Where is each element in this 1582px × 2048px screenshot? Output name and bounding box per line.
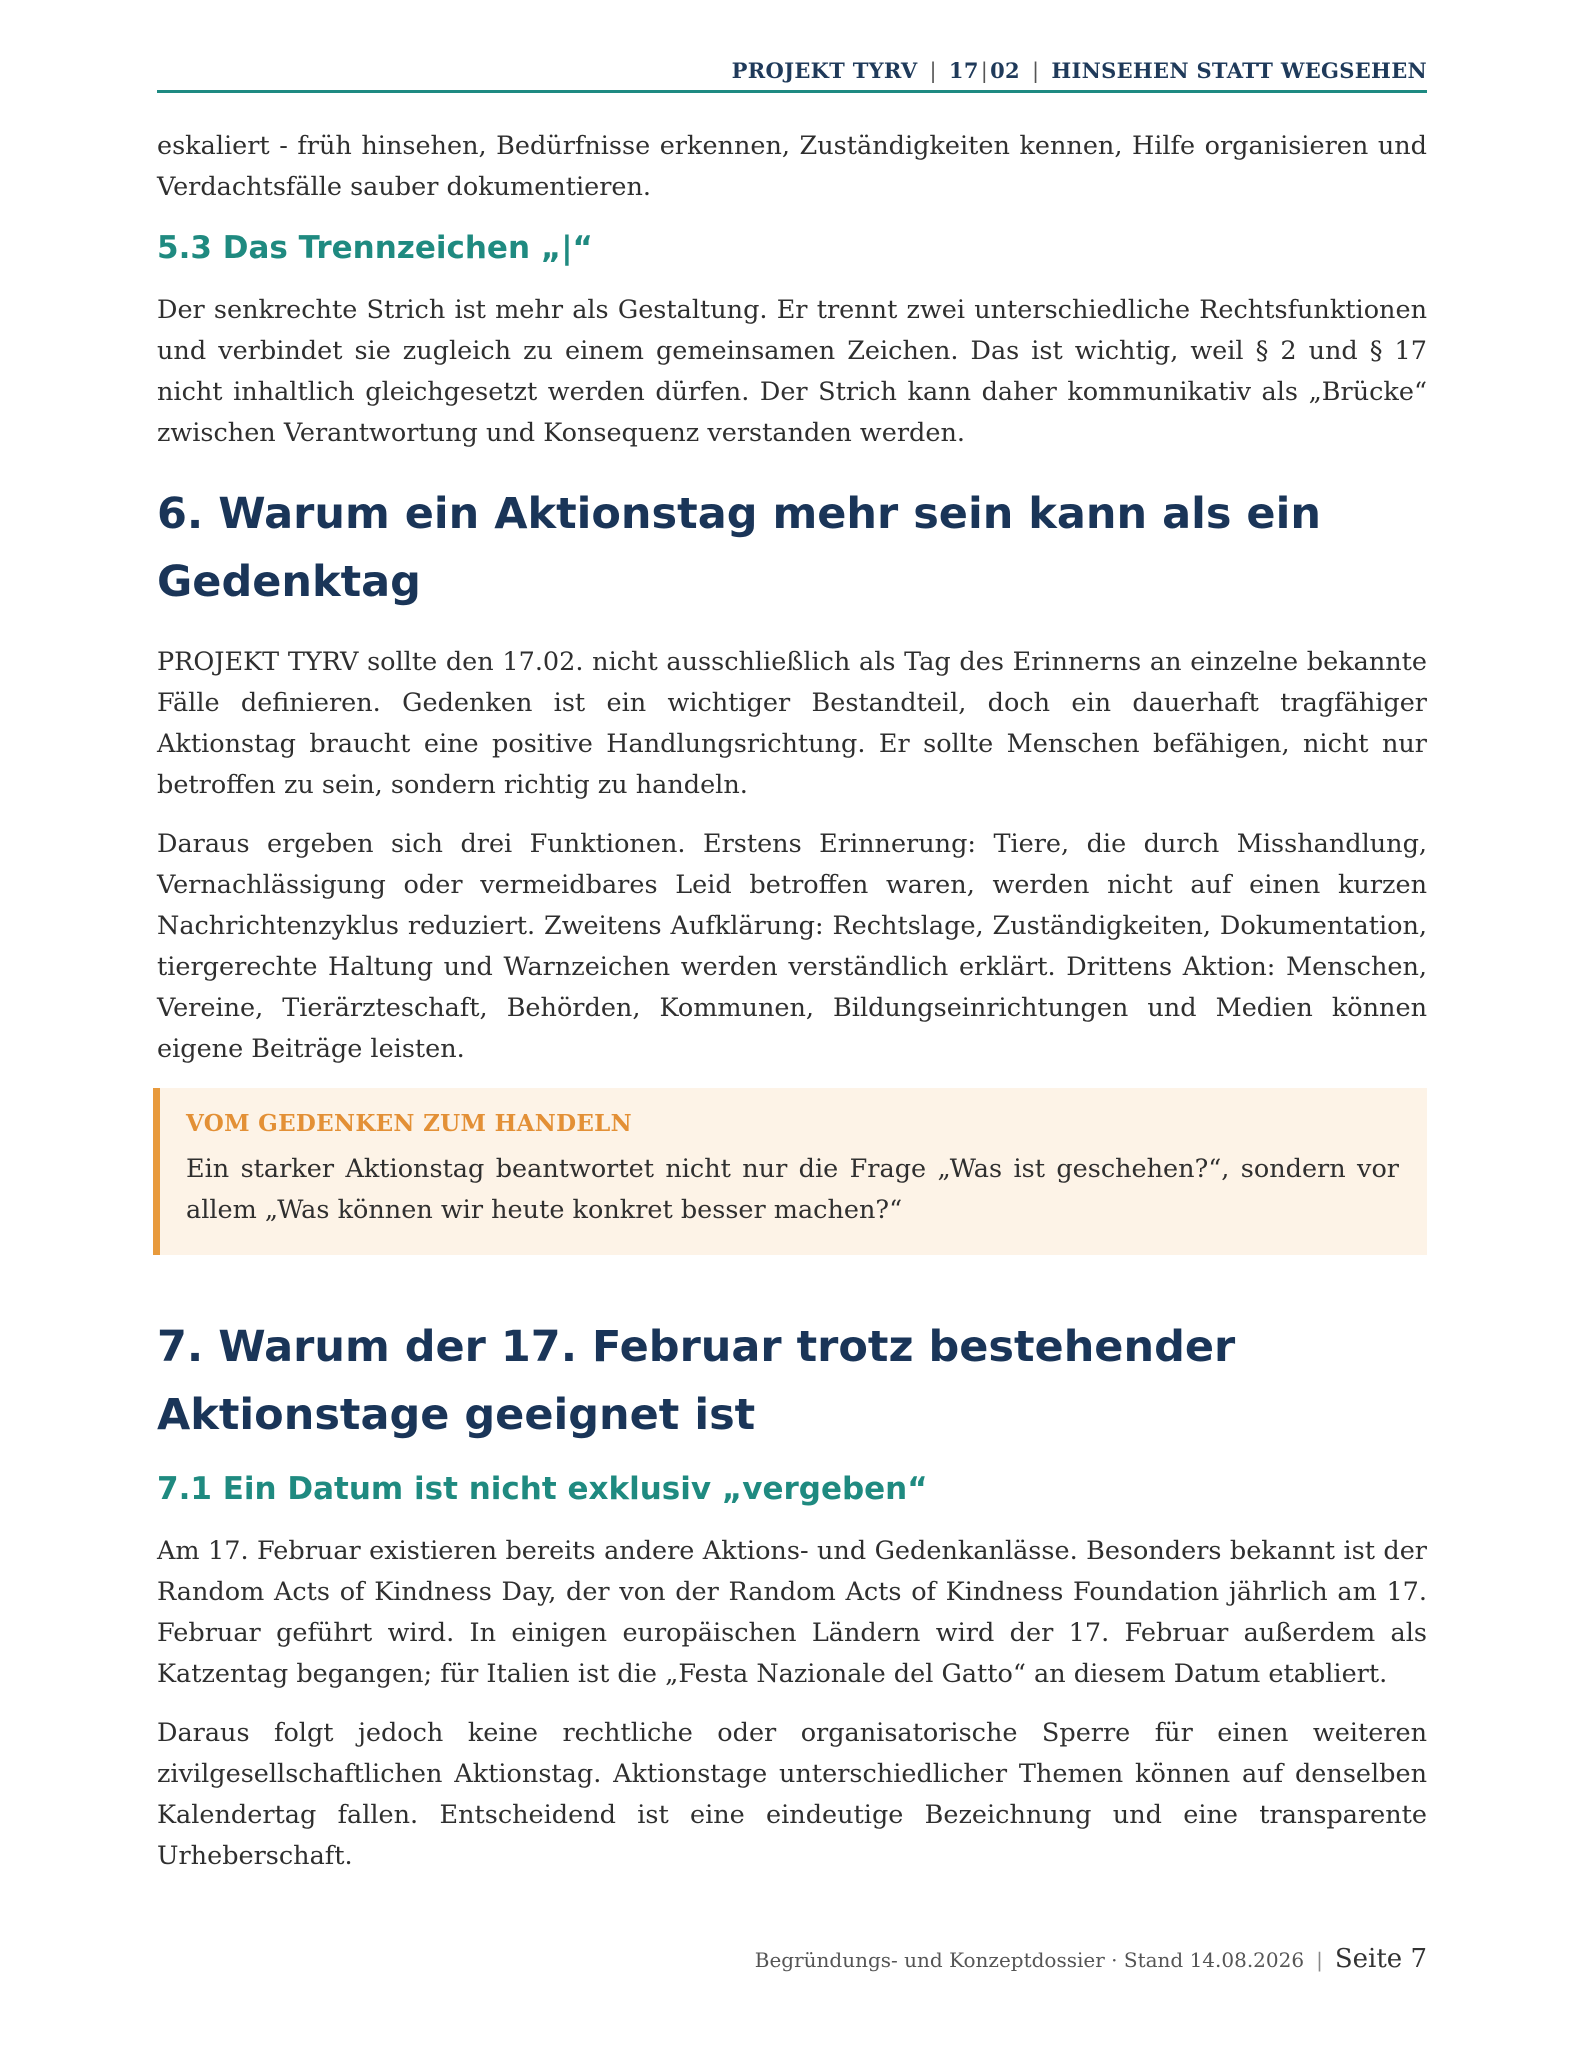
page-content	[157, 126, 1427, 1895]
header-motto: HINSEHEN STATT WEGSEHEN	[1051, 58, 1427, 83]
header-date-month: 02	[990, 58, 1020, 83]
header-rule	[157, 90, 1427, 93]
section-7-1-title: 7.1 Ein Datum ist nicht exklusiv „vergeben“	[157, 1471, 928, 1507]
section-6-title: 6. Warum ein Aktionstag mehr sein kann als ein Gedenktag	[157, 489, 1321, 607]
section-5-3-paragraph: Der senkrechte Strich ist mehr als Gestaltung. Er trennt zwei unterschiedliche Rechtsfunktionen und verbindet sie zugleich zu einem gemeinsamen Zeichen. Das ist wichtig, weil § 2 und § 17 nicht inhaltlich gleichgesetzt werden dürfen. Der Strich kann daher kommunikativ als „Brücke“ zwischen Verantwortung und Konsequenz verstanden werden.	[157, 295, 1427, 448]
running-header	[732, 58, 1427, 83]
section-7-title: 7. Warum der 17. Februar trotz bestehender Aktionstage geeignet ist	[157, 1322, 1236, 1440]
footer-document-label: Begründungs- und Konzeptdossier · Stand 14.08.2026	[754, 1948, 1305, 1972]
header-date-separator: |	[980, 59, 989, 83]
footer-separator: |	[1316, 1948, 1323, 1972]
callout-text: Ein starker Aktionstag beantwortet nicht nur die Frage „Was ist geschehen?“, sondern vor allem „Was können wir heute konkret besser machen?“	[186, 1154, 1399, 1225]
header-separator: |	[1031, 59, 1040, 83]
document-page	[157, 0, 1427, 2048]
section-6-paragraph: PROJEKT TYRV sollte den 17.02. nicht ausschließlich als Tag des Erinnerns an einzelne bekannte Fälle definieren. Gedenken ist ein wichtiger Bestandteil, doch ein dauerhaft tragfähiger Aktionstag braucht eine positive Handlungsrichtung. Er sollte Menschen befähigen, nicht nur betroffen zu sein, sondern richtig zu handeln.	[157, 647, 1427, 800]
intro-paragraph: eskaliert - früh hinsehen, Bedürfnisse erkennen, Zuständigkeiten kennen, Hilfe organisieren und Verdachtsfälle sauber dokumentieren.	[157, 131, 1427, 202]
section-7-1-paragraph: Daraus folgt jedoch keine rechtliche oder organisatorische Sperre für einen weiteren zivilgesellschaftlichen Aktionstag. Aktionstage unterschiedlicher Themen können auf denselben Kalendertag fallen. Entscheidend ist eine eindeutige Bezeichnung und eine transparente Urheberschaft.	[157, 1718, 1427, 1871]
callout-title: VOM GEDENKEN ZUM HANDELN	[186, 1110, 632, 1137]
section-7-1-paragraph: Am 17. Februar existieren bereits andere Aktions- und Gedenkanlässe. Besonders bekannt ist der Random Acts of Kindness Day, der von der Random Acts of Kindness Foundation jährlich am 17. Februar geführt wird. In einigen europäischen Ländern wird der 17. Februar außerdem als Katzentag begangen; für Italien ist die „Festa Nazionale del Gatto“ an diesem Datum etabliert.	[157, 1536, 1427, 1689]
callout-box	[153, 1088, 1427, 1255]
header-date-day: 17	[948, 58, 979, 83]
page-number: Seite 7	[1334, 1944, 1427, 1974]
section-5-3-title: 5.3 Das Trennzeichen „|“	[157, 230, 593, 266]
header-project: PROJEKT TYRV	[731, 58, 918, 83]
section-6-paragraph: Daraus ergeben sich drei Funktionen. Erstens Erinnerung: Tiere, die durch Misshandlung, Vernachlässigung oder vermeidbares Leid betroffen waren, werden nicht auf einen kurzen Nachrichtenzyklus reduziert. Zweitens Aufklärung: Rechtslage, Zuständigkeiten, Dokumentation, tiergerechte Haltung und Warnzeichen werden verständlich erklärt. Drittens Aktion: Menschen, Vereine, Tierärzteschaft, Behörden, Kommunen, Bildungseinrichtungen und Medien können eigene Beiträge leisten.	[157, 829, 1427, 1064]
page-footer	[755, 1944, 1427, 1974]
header-separator: |	[929, 59, 937, 83]
